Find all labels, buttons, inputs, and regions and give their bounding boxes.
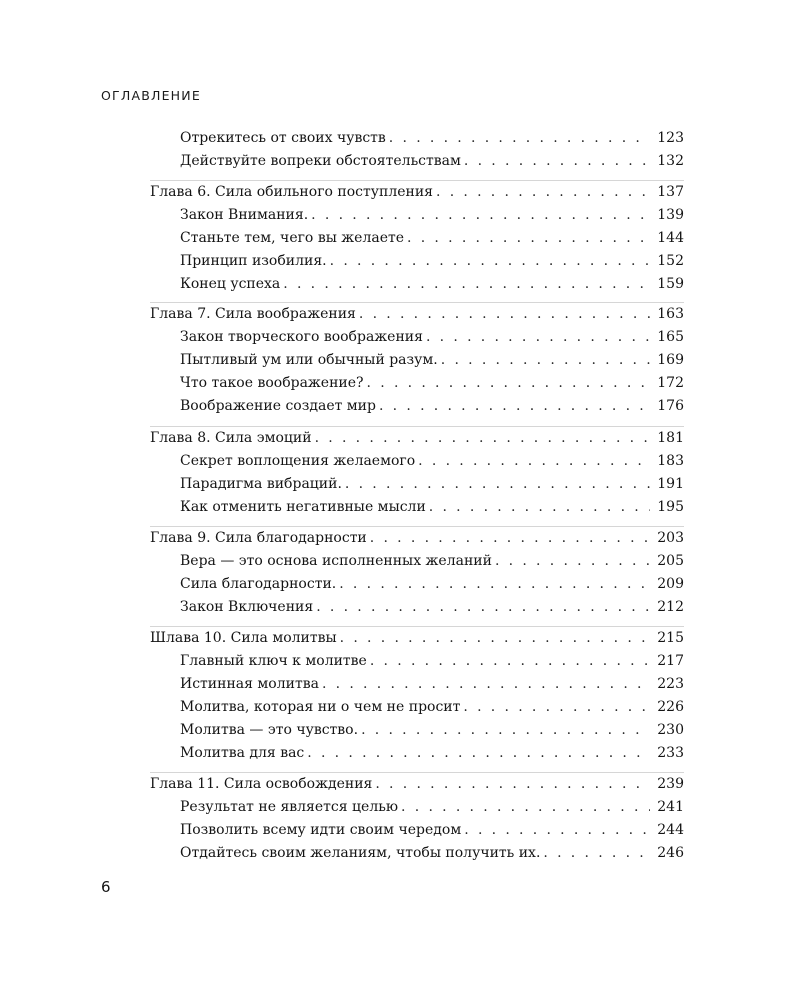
toc-entry[interactable] xyxy=(150,395,684,418)
dot-leader xyxy=(389,127,650,150)
toc-entry-page: 209 xyxy=(657,576,684,592)
toc-entry-title: Что такое воображение? xyxy=(180,375,364,391)
toc-entry[interactable] xyxy=(150,250,684,273)
toc-entry-title: Отдайтесь своим желаниям, чтобы получить их. xyxy=(180,845,541,861)
toc-entry-page: 226 xyxy=(657,699,684,715)
dot-leader xyxy=(464,150,650,173)
toc-section xyxy=(150,180,684,296)
toc-entry[interactable] xyxy=(150,596,684,619)
dot-leader xyxy=(330,250,650,273)
toc-entry[interactable] xyxy=(150,150,684,173)
toc-entry-title: Пытливый ум или обычный разум. xyxy=(180,352,438,368)
toc-section xyxy=(150,426,684,519)
toc-chapter[interactable] xyxy=(150,303,684,326)
toc-entry-page: 223 xyxy=(657,676,684,692)
dot-leader xyxy=(375,773,650,796)
toc-entry-title: Действуйте вопреки обстоятельствам xyxy=(180,153,461,169)
toc-entry-title: Воображение создает мир xyxy=(180,398,376,414)
toc-entry-title: Истинная молитва xyxy=(180,676,319,692)
toc-entry-title: Главный ключ к молитве xyxy=(180,653,367,669)
toc-entry[interactable] xyxy=(150,496,684,519)
toc-entry-page: 244 xyxy=(657,822,684,838)
toc-entry-title: Молитва, которая ни о чем не просит xyxy=(180,699,461,715)
dot-leader xyxy=(495,550,650,573)
toc-chapter-title: Глава 7. Сила воображения xyxy=(150,306,356,322)
toc-chapter-page: 137 xyxy=(657,184,684,200)
toc-entry-title: Молитва — это чувство. xyxy=(180,722,359,738)
toc-entry-page: 139 xyxy=(657,207,684,223)
dot-leader xyxy=(315,427,650,450)
toc-entry[interactable] xyxy=(150,473,684,496)
toc-chapter[interactable] xyxy=(150,627,684,650)
toc-entry-page: 152 xyxy=(657,253,684,269)
toc-entry[interactable] xyxy=(150,450,684,473)
toc-entry-page: 241 xyxy=(657,799,684,815)
toc-entry-title: Как отменить негативные мысли xyxy=(180,499,426,515)
toc-entry-title: Молитва для вас xyxy=(180,745,305,761)
toc-chapter-title: Глава 6. Сила обильного поступления xyxy=(150,184,433,200)
toc-entry-page: 217 xyxy=(657,653,684,669)
toc-entry[interactable] xyxy=(150,127,684,150)
dot-leader xyxy=(407,227,650,250)
toc-entry-page: 176 xyxy=(657,398,684,414)
toc-chapter[interactable] xyxy=(150,181,684,204)
toc-entry[interactable] xyxy=(150,573,684,596)
toc-entry-title: Конец успеха xyxy=(180,276,281,292)
dot-leader xyxy=(339,573,650,596)
toc-section xyxy=(150,772,684,865)
dot-leader xyxy=(464,819,650,842)
toc-entry-page: 195 xyxy=(657,499,684,515)
toc-entry-page: 205 xyxy=(657,553,684,569)
toc-entry[interactable] xyxy=(150,742,684,765)
toc-entry[interactable] xyxy=(150,673,684,696)
toc-chapter-page: 239 xyxy=(657,776,684,792)
toc-chapter-page: 215 xyxy=(657,630,684,646)
toc-entry-title: Закон Внимания. xyxy=(180,207,309,223)
dot-leader xyxy=(316,596,650,619)
toc-entry-title: Результат не является целью xyxy=(180,799,399,815)
toc-chapter-title: Глава 8. Сила эмоций xyxy=(150,430,312,446)
toc-entry[interactable] xyxy=(150,273,684,296)
dot-leader xyxy=(418,450,650,473)
toc-entry-title: Закон творческого воображения xyxy=(180,329,423,345)
toc-entry-page: 165 xyxy=(657,329,684,345)
toc-entry-page: 246 xyxy=(657,845,684,861)
toc-entry[interactable] xyxy=(150,650,684,673)
dot-leader xyxy=(436,181,650,204)
dot-leader xyxy=(441,349,650,372)
toc-entry-page: 159 xyxy=(657,276,684,292)
toc-entry[interactable] xyxy=(150,326,684,349)
dot-leader xyxy=(311,204,650,227)
toc-entry-title: Вера — это основа исполненных желаний xyxy=(180,553,492,569)
toc-entry[interactable] xyxy=(150,819,684,842)
toc-section xyxy=(150,626,684,765)
toc-entry-page: 183 xyxy=(657,453,684,469)
toc-entry-page: 144 xyxy=(657,230,684,246)
toc-chapter-page: 203 xyxy=(657,530,684,546)
toc-entry[interactable] xyxy=(150,227,684,250)
dot-leader xyxy=(345,473,650,496)
toc-chapter-title: Глава 11. Сила освобождения xyxy=(150,776,373,792)
dot-leader xyxy=(370,650,650,673)
toc-entry-page: 230 xyxy=(657,722,684,738)
dot-leader xyxy=(359,303,650,326)
toc-entry-title: Секрет воплощения желаемого xyxy=(180,453,416,469)
toc-entry[interactable] xyxy=(150,696,684,719)
toc-entry[interactable] xyxy=(150,796,684,819)
toc-entry-title: Закон Включения xyxy=(180,599,314,615)
toc-entry[interactable] xyxy=(150,204,684,227)
toc-chapter[interactable] xyxy=(150,527,684,550)
toc-entry-page: 123 xyxy=(657,130,684,146)
toc-chapter-title: Глава 9. Сила благодарности xyxy=(150,530,367,546)
dot-leader xyxy=(361,719,650,742)
dot-leader xyxy=(322,673,650,696)
toc-entry[interactable] xyxy=(150,349,684,372)
toc-entry-title: Позволить всему идти своим чередом xyxy=(180,822,462,838)
toc-chapter[interactable] xyxy=(150,427,684,450)
toc-entry-page: 132 xyxy=(657,153,684,169)
toc-entry[interactable] xyxy=(150,719,684,742)
toc-entry[interactable] xyxy=(150,550,684,573)
toc-entry-page: 191 xyxy=(657,476,684,492)
toc-section xyxy=(150,127,684,173)
page-number: 6 xyxy=(101,878,111,896)
dot-leader xyxy=(370,527,650,550)
dot-leader xyxy=(379,395,650,418)
toc-entry-page: 169 xyxy=(657,352,684,368)
toc-chapter-page: 181 xyxy=(657,430,684,446)
dot-leader xyxy=(283,273,650,296)
toc-section xyxy=(150,526,684,619)
toc-entry-page: 172 xyxy=(657,375,684,391)
toc-entry-title: Сила благодарности. xyxy=(180,576,337,592)
toc-entry-title: Принцип изобилия. xyxy=(180,253,327,269)
toc-chapter[interactable] xyxy=(150,773,684,796)
dot-leader xyxy=(367,372,650,395)
dot-leader xyxy=(463,696,650,719)
toc-chapter-page: 163 xyxy=(657,306,684,322)
toc-entry-title: Парадигма вибраций. xyxy=(180,476,342,492)
dot-leader xyxy=(543,842,650,865)
toc-chapter-title: Шлава 10. Сила молитвы xyxy=(150,630,337,646)
dot-leader xyxy=(340,627,650,650)
toc-entry-title: Отрекитесь от своих чувств xyxy=(180,130,386,146)
dot-leader xyxy=(426,326,650,349)
dot-leader xyxy=(401,796,650,819)
toc-entry-page: 212 xyxy=(657,599,684,615)
toc-entry-page: 233 xyxy=(657,745,684,761)
toc-entry[interactable] xyxy=(150,372,684,395)
dot-leader xyxy=(307,742,650,765)
running-head: ОГЛАВЛЕНИЕ xyxy=(101,88,201,103)
toc-section xyxy=(150,302,684,418)
dot-leader xyxy=(429,496,650,519)
toc-entry-title: Станьте тем, чего вы желаете xyxy=(180,230,405,246)
toc-entry[interactable] xyxy=(150,842,684,865)
